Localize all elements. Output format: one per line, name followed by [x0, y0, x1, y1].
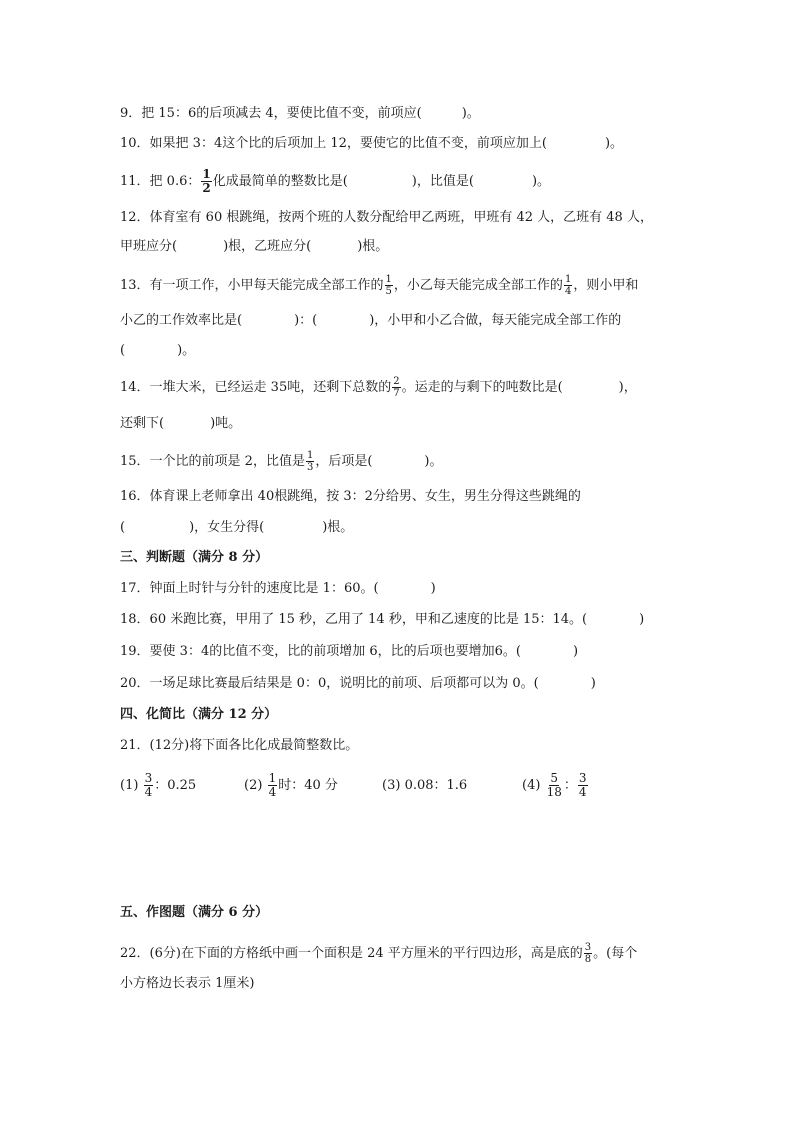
- q9-text: 9．把 15：6的后项减去 4，要使比值不变，前项应(: [120, 106, 422, 121]
- section-3-heading: 三、判断题（满分 8 分）: [120, 550, 269, 565]
- q21-part-2: (2) $\frac{1}{4}$ 时：40 分: [244, 771, 338, 799]
- question-14-line-1: 14．一堆大米，已经运走 35吨，还剩下总数的 $\frac{2}{7}$ 。运走的与剩下的吨数比是( )，: [120, 376, 637, 399]
- question-15: 15．一个比的前项是 2，比值是 $\frac{1}{3}$ ，后项是( )。: [120, 450, 443, 473]
- q21-part-4: (4) $\frac{5}{18}$ ： $\frac{3}{4}$: [522, 771, 587, 799]
- question-14-line-2: 还剩下( )吨。: [120, 416, 242, 431]
- question-21-parts: [120, 772, 589, 799]
- question-11: 11．把 0.6： $\frac{1}{2}$ 化成最简单的整数比是( )，比值是( )。: [120, 167, 551, 195]
- question-13-line-2: 小乙的工作效率比是( )：( )，小甲和小乙合做，每天能完成全部工作的: [120, 313, 622, 328]
- question-13-line-3: ( )。: [120, 343, 196, 358]
- question-16-line-2: ( )，女生分得( )根。: [120, 520, 354, 535]
- question-16-line-1: 16．体育课上老师拿出 40根跳绳，按 3：2分给男、女生，男生分得这些跳绳的: [120, 489, 581, 504]
- question-22-line-2: 小方格边长表示 1厘米): [120, 976, 255, 991]
- q14-fraction: $\frac{2}{7}$: [393, 376, 400, 399]
- question-17: 17．钟面上时针与分针的速度比是 1：60。( ): [120, 581, 436, 596]
- section-4-heading: 四、化简比（满分 12 分）: [120, 707, 278, 722]
- q13-fraction-2: $\frac{1}{4}$: [564, 274, 572, 297]
- question-9: 9．把 15：6的后项减去 4，要使比值不变，前项应( )。: [120, 106, 480, 121]
- q10-text: 10．如果把 3：4这个比的后项加上 12，要使它的比值不变，前项应加上(: [120, 136, 547, 151]
- question-10: 10．如果把 3：4这个比的后项加上 12，要使它的比值不变，前项应加上( )。: [120, 136, 624, 151]
- question-18: 18．60 米跑比赛，甲用了 15 秒，乙用了 14 秒，甲和乙速度的比是 15：14。( ): [120, 612, 645, 627]
- question-12-line-2: 甲班应分( )根，乙班应分( )根。: [120, 239, 389, 254]
- question-13-line-1: 13．有一项工作，小甲每天能完成全部工作的 $\frac{1}{5}$ ，小乙每天能完成全部工作的 $\frac{1}{4}$ ，则小甲和: [120, 274, 639, 297]
- q13-fraction-1: $\frac{1}{5}$: [385, 274, 392, 297]
- q15-fraction: $\frac{1}{3}$: [306, 450, 314, 473]
- question-21-stem: 21．(12分)将下面各比化成最简整数比。: [120, 738, 359, 753]
- question-22-line-1: 22．(6分)在下面的方格纸中画一个面积是 24 平方厘米的平行四边形，高是底的 $\frac{3}{8}$ 。(每个: [120, 942, 638, 965]
- q21-part-3: (3) 0.08：1.6: [382, 778, 468, 793]
- question-20: 20．一场足球比赛最后结果是 0：0，说明比的前项、后项都可以为 0。( ): [120, 676, 596, 691]
- section-5-heading: 五、作图题（满分 6 分）: [120, 905, 269, 920]
- question-12-line-1: 12．体育室有 60 根跳绳，按两个班的人数分配给甲乙两班，甲班有 42 人，乙班有 48 人，: [120, 210, 653, 225]
- q11-fraction: $\frac{1}{2}$: [202, 167, 211, 195]
- question-19: 19．要使 3：4的比值不变，比的前项增加 6，比的后项也要增加6。( ): [120, 644, 579, 659]
- q21-part-1: (1) $\frac{3}{4}$ ：0.25: [120, 771, 197, 799]
- q22-fraction: $\frac{3}{8}$: [584, 942, 592, 965]
